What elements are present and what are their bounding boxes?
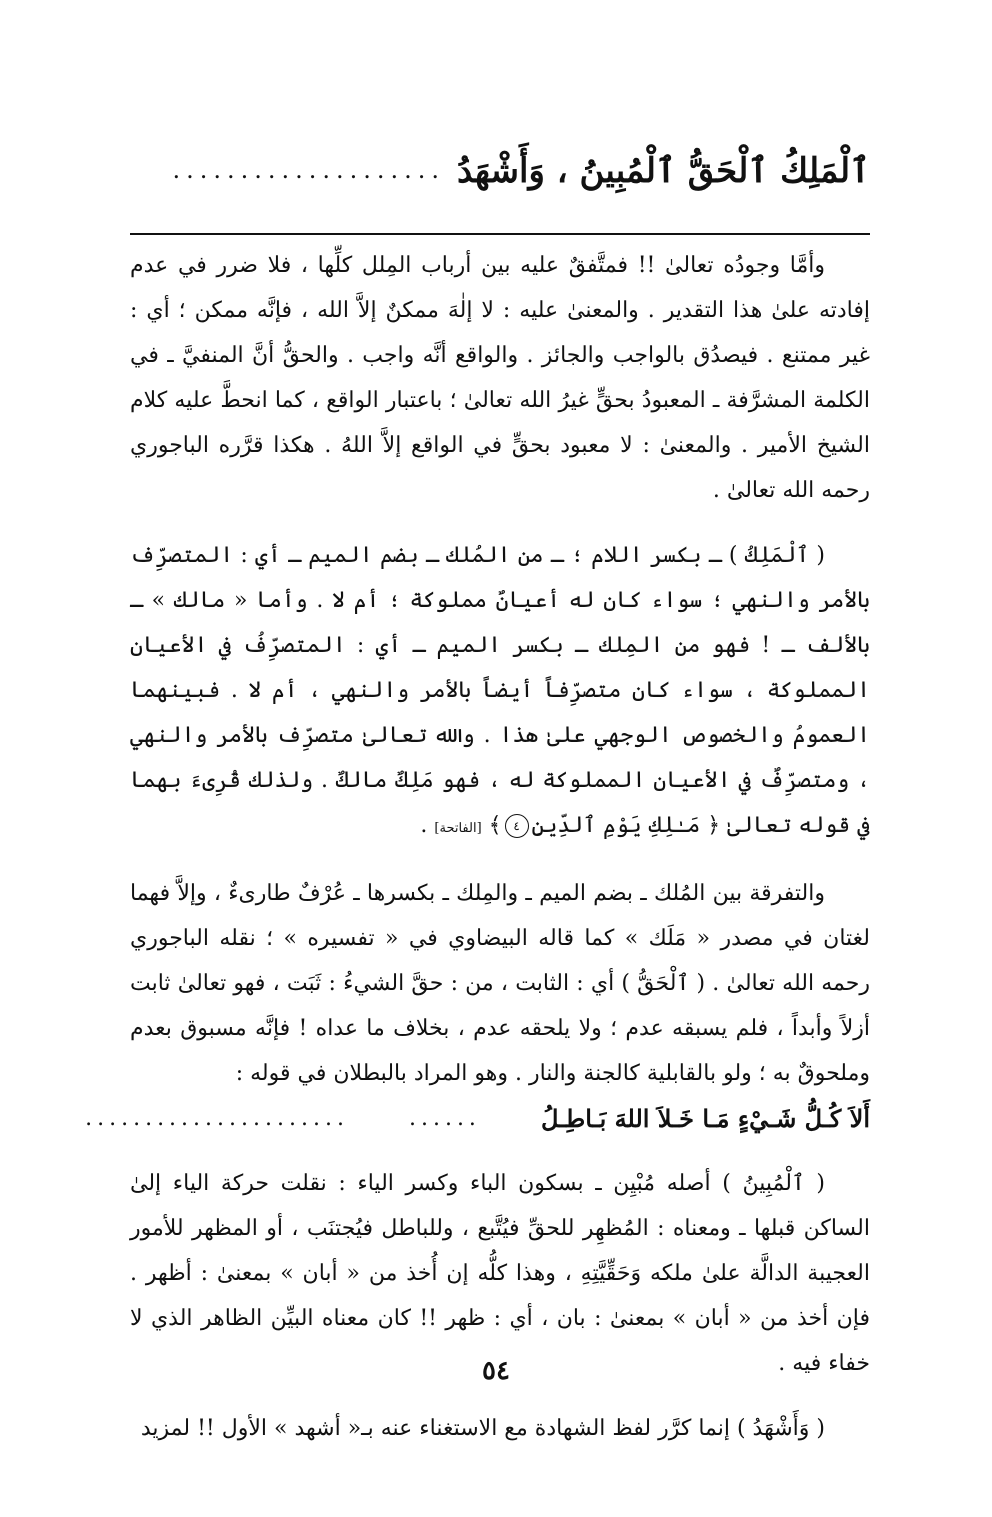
paragraph-3 bbox=[85, 871, 871, 1141]
paragraph-2-text: ( ٱلْمَلِكُ ) ـ بكسر اللام ؛ ـ من المُلك ـ بضم الميم ـ أي : المتصرِّف بالأمر والنهي ؛ سواء كان له أعيانٌ مملوكة ؛ أم لا . وأما « مالك » ـ بالألف ـ ! فهو من المِلك ـ بكسر الميم ـ أي : المتصرِّفُ في الأعيان المملوكة ، سواء كان متصرِّفاً أيضاً بالأمر والنهي ، أم لا . فبينهما العمومُ والخصوص الوجهي علىٰ هذا . والله تعالىٰ متصرِّف بالأمر والنهي ، ومتصرِّفٌ في الأعيان المملوكة له ، فهو مَلِكٌ مالكٌ . ولذلك قُرِىءَ بهما في قوله تعالىٰ ﴿ مَـٰلِكِ يَوْمِ ٱلدِّينِ bbox=[130, 543, 870, 838]
sura-reference: [الفاتحة] bbox=[434, 821, 482, 836]
verse-text: أَلاَ كُـلُّ شَـيْءٍ مَـا خَـلاَ اللهَ بَـاطِـلُ bbox=[540, 1104, 870, 1133]
verse-dots-middle: ...... bbox=[408, 1106, 481, 1131]
running-header bbox=[130, 140, 870, 200]
verse-dots-end: ...................... bbox=[85, 1106, 349, 1131]
poetry-verse bbox=[85, 1096, 870, 1141]
paragraph-4: ( ٱلْمُبِينُ ) أصله مُبْيِن ـ بسكون الباء وكسر الياء : نقلت حركة الياء إلىٰ الساكن قبلها ـ ومعناه : المُظهِر للحقِّ فيُتَّبع ، وللباطل فيُجتنَب ، أو المظهر للأمور العجيبة الدالَّة علىٰ ملكه وَحَقِّيَّتِهِ ، وهذا كلُّه إن أُخذ من « أبان » بمعنىٰ : أظهر . فإن أخذ من « أبان » بمعنىٰ : بان ، أي : ظهر !! كان معناه البيِّن الظاهر الذي لا خفاء فيه . bbox=[130, 1171, 870, 1376]
header-rule bbox=[130, 233, 870, 235]
page-number: ٥٤ bbox=[482, 1356, 510, 1386]
ayah-number-mark: ٤ bbox=[505, 814, 529, 838]
header-dots: .................... bbox=[172, 156, 446, 184]
paragraph-3-text: والتفرقة بين المُلك ـ بضم الميم ـ والمِلك ـ بكسرها ـ عُرْفٌ طارىءٌ ، وإلاَّ فهما لغتان في مصدر « مَلَك » كما قاله البيضاوي في « تفسيره » ؛ نقله الباجوري رحمه الله تعالىٰ . ( ٱلْحَقُّ ) أي : الثابت ، من : حقَّ الشيءُ : ثَبَت ، فهو تعالىٰ ثابت أزلاً وأبداً ، فلم يسبقه عدم ؛ ولا يلحقه عدم ، بخلاف ما عداه ! فإنَّه مسبوق بعدم وملحوقٌ به ؛ ولو بالقابلية كالجنة والنار . وهو المراد بالبطلان في قوله : bbox=[130, 881, 871, 1086]
paragraph-5: ( وَأَشْهَدُ ) إنما كرَّر لفظ الشهادة مع الاستغناء عنه بـ« أشهد » الأول !! لمزيد bbox=[140, 1416, 825, 1441]
paragraph-2: ( ٱلْمَلِكُ ) ـ بكسر اللام ؛ ـ من المُلك ـ بضم الميم ـ أي : المتصرِّف بالأمر والنهي ؛ سواء كان له أعيانٌ مملوكة ؛ أم لا . وأما « مالك » ـ بالألف ـ ! فهو من المِلك ـ بكسر الميم ـ أي : المتصرِّفُ في الأعيان المملوكة ، سواء كان متصرِّفاً أيضاً بالأمر والنهي ، أم لا . فبينهما العمومُ والخصوص الوجهي علىٰ هذا . والله تعالىٰ متصرِّف بالأمر والنهي ، ومتصرِّفٌ في الأعيان المملوكة له ، فهو مَلِكٌ مالكٌ . ولذلك قُرِىءَ بهما في قوله تعالىٰ ﴿ مَـٰلِكِ يَوْمِ ٱلدِّينِ٤﴾ [الفاتحة] . bbox=[130, 543, 870, 838]
paragraph-1: وأمَّا وجودُه تعالىٰ !! فمتَّفقٌ عليه بين أرباب المِلل كلِّها ، فلا ضرر في عدم إفادته علىٰ هذا التقدير . والمعنىٰ عليه : لا إلٰهَ ممكنٌ إلاَّ الله ، فإنَّه ممكن ؛ أي : غير ممتنع . فيصدُق بالواجب والجائز . والواقع أنَّه واجب . والحقُّ أنَّ المنفيَّ ـ في الكلمة المشرَّفة ـ المعبودُ بحقٍّ غيرُ الله تعالىٰ ؛ باعتبار الواقع ، كما انحطَّ عليه كلام الشيخ الأمير . والمعنىٰ : لا معبود بحقٍّ في الواقع إلاَّ اللهُ . هكذا قرَّره الباجوري رحمه الله تعالىٰ . bbox=[130, 253, 870, 503]
quran-close-bracket: ﴾ bbox=[488, 813, 502, 838]
main-text bbox=[85, 243, 871, 1451]
header-title: ٱلْمَلِكُ ٱلْحَقُّ ٱلْمُبِينُ ، وَأَشْهَدُ bbox=[457, 150, 870, 191]
